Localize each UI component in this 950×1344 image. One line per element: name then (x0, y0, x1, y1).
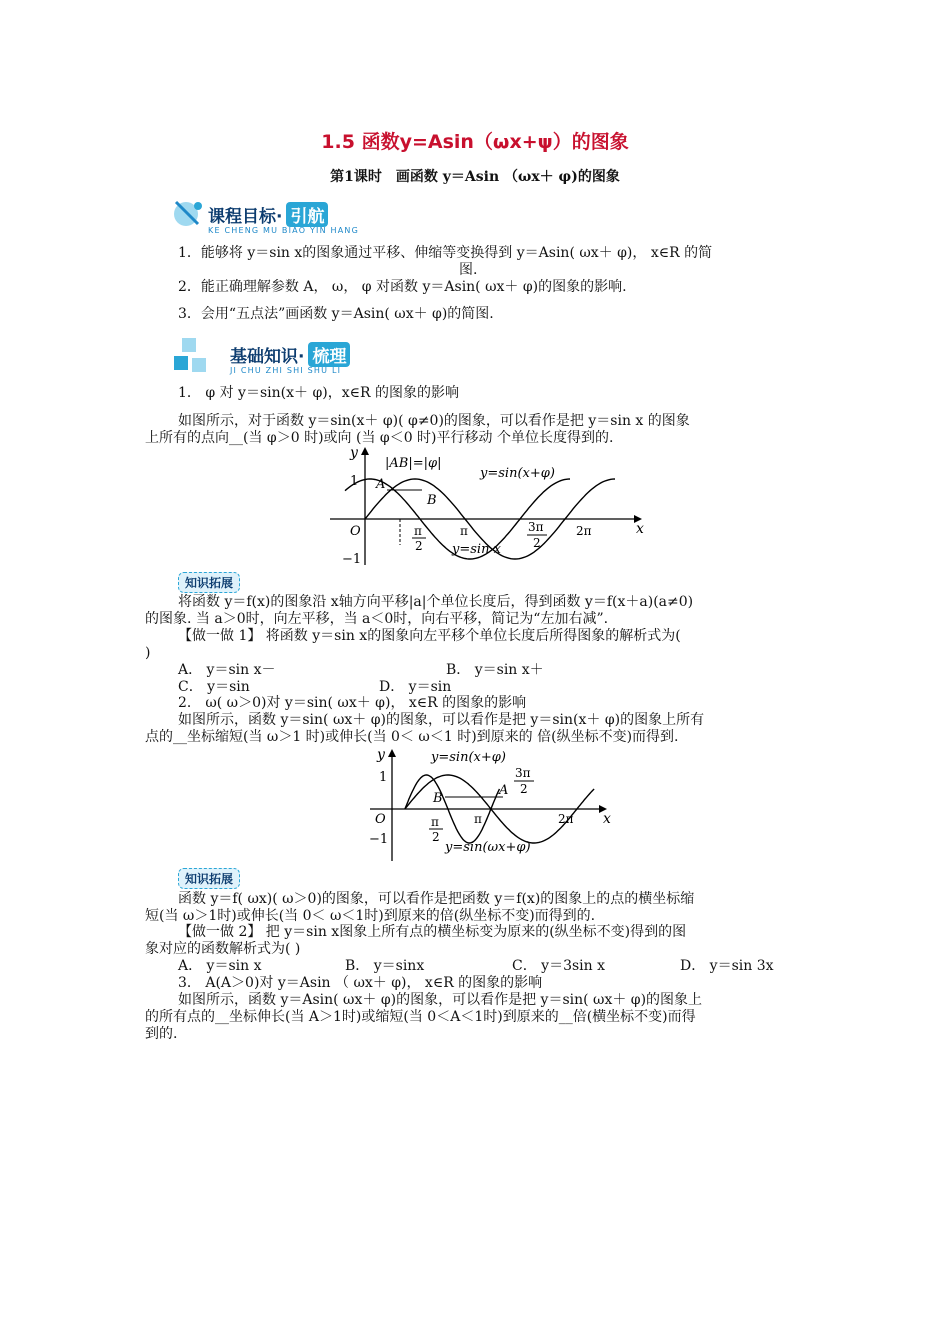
section-1-text-2: 上所有的点向__(当 φ＞0 时)或向 (当 φ＜0 时)平行移动 个单位长度得到的. (145, 430, 614, 446)
graph-phase-shift (330, 443, 660, 568)
extension-1-text-1: 将函数 y＝f(x)的图象沿 x轴方向平移|a|个单位长度后，得到函数 y＝f(x＋a)(a≠0) (178, 594, 694, 610)
exercise-1-option-c[interactable]: C． y＝sin (178, 679, 250, 695)
point-a-label: A (499, 783, 509, 798)
extension-2-text-1: 函数 y＝f( ωx)( ω＞0)的图象，可以看作是把函数 y＝f(x)的图象上的点的横坐标缩 (178, 891, 695, 907)
exercise-1-question: 【做一做 1】 将函数 y＝sin x的图象向左平移个单位长度后所得图象的解析式为( (178, 628, 681, 644)
section-2-text-2: 点的__坐标缩短(当 ω＞1 时)或伸长(当 0＜ ω＜1 时)到原来的 倍(纵坐标不变)而得到. (145, 729, 679, 745)
exercise-2-option-b[interactable]: B． y＝sinx (345, 958, 425, 974)
point-b-label: B (433, 791, 443, 806)
knowledge-extension-tag: 知识拓展 (178, 572, 240, 593)
tick-3pi-over-2-num: 3π (528, 520, 544, 534)
point-a-label: A (376, 477, 386, 492)
curve-label-phi: y=sin(x+φ) (431, 750, 506, 765)
tick-2pi: 2π (576, 524, 592, 538)
y-axis-arrow (361, 447, 369, 455)
exercise-2-option-d[interactable]: D． y＝sin 3x (680, 958, 774, 974)
tick-neg1: −1 (369, 832, 389, 847)
tick-1: 1 (379, 770, 388, 785)
section-3-text-2: 的所有点的__坐标伸长(当 A＞1时)或缩短(当 0＜A＜1时)到原来的__倍(横坐标不变)而得 (145, 1009, 696, 1025)
exercise-2-question: 【做一做 2】 把 y＝sin x图象上所有点的横坐标变为原来的(纵坐标不变)得到的图 (178, 924, 687, 940)
banner-title: 基础知识· (230, 347, 305, 367)
tick-pi: π (474, 812, 482, 826)
banner-highlight: 梳理 (308, 342, 350, 367)
tick-1: 1 (350, 474, 359, 489)
tick-pi: π (460, 524, 468, 538)
section-3-heading: 3． A(A＞0)对 y＝Asin （ ωx＋ φ)， x∈R 的图象的影响 (178, 975, 543, 991)
tick-3pi-over-2-num: 3π (515, 766, 531, 780)
course-goals-banner (172, 196, 392, 240)
ab-annotation: |AB|=|φ| (385, 456, 442, 471)
tick-pi-over-2-num: π (431, 815, 439, 829)
lesson-subtitle: 第1课时 画函数 y＝Asin （ωx＋ φ)的图象 (330, 169, 620, 185)
origin-label: O (350, 524, 361, 539)
banner-highlight: 引航 (286, 202, 328, 227)
x-label: x (603, 811, 611, 827)
goal-3: 3．会用“五点法”画函数 y＝Asin( ωx＋ φ)的简图. (178, 306, 494, 322)
y-axis-arrow (388, 749, 396, 757)
point-b-label: B (427, 493, 437, 508)
y-label: y (377, 747, 385, 763)
exercise-1-option-d[interactable]: D． y＝sin (379, 679, 452, 695)
goal-2: 2．能正确理解参数 A， ω， φ 对函数 y＝Asin( ωx＋ φ)的图象的影响. (178, 279, 627, 295)
section-3-text-3: 到的. (145, 1026, 178, 1042)
abc-blocks-icon (172, 336, 212, 380)
exercise-1-option-b[interactable]: B． y＝sin x＋ (446, 662, 544, 678)
origin-label: O (375, 812, 386, 827)
exercise-1-question-cont: ) (145, 645, 151, 661)
section-1-heading: 1． φ 对 y＝sin(x＋ φ)，x∈R 的图象的影响 (178, 385, 459, 401)
curve-label-base: y=sin x (452, 542, 501, 557)
banner-title: 课程目标· (208, 207, 283, 227)
curve-label-omega: y=sin(ωx+φ) (445, 840, 531, 855)
extension-1-text-2: 的图象. 当 a＞0时，向左平移，当 a＜0时，向右平移，简记为“左加右减”. (145, 611, 609, 627)
y-label: y (350, 445, 358, 461)
extension-2-text-2: 短(当 ω＞1时)或伸长(当 0＜ ω＜1时)到原来的倍(纵坐标不变)而得到的. (145, 908, 596, 924)
tick-3pi-over-2-den: 2 (533, 536, 541, 550)
goal-1-cont: 图. (459, 262, 478, 278)
tick-pi-over-2-num: π (414, 524, 422, 538)
tick-neg1: −1 (342, 552, 362, 567)
tick-2pi: 2π (558, 812, 574, 826)
section-1-text-1: 如图所示，对于函数 y＝sin(x＋ φ)( φ≠0)的图象，可以看作是把 y＝sin x 的图象 (178, 413, 690, 429)
page-title: 1.5 函数y=Asin（ωx+ψ）的图象 (321, 131, 629, 153)
banner-subtitle: KE CHENG MU BIAO YIN HANG (208, 226, 359, 235)
section-3-text-1: 如图所示，函数 y＝Asin( ωx＋ φ)的图象，可以看作是把 y＝sin( ωx＋ φ)的图象上 (178, 992, 703, 1008)
x-label: x (636, 521, 644, 537)
tick-3pi-over-2-den: 2 (520, 782, 528, 796)
exercise-2-option-a[interactable]: A． y＝sin x (178, 958, 262, 974)
section-2-heading: 2． ω( ω＞0)对 y＝sin( ωx＋ φ)， x∈R 的图象的影响 (178, 695, 527, 711)
knowledge-extension-tag: 知识拓展 (178, 868, 240, 889)
section-2-text-1: 如图所示，函数 y＝sin( ωx＋ φ)的图象，可以看作是把 y＝sin(x＋ φ)的图象上所有 (178, 712, 705, 728)
graph-horizontal-scale (365, 745, 625, 863)
basic-knowledge-banner (172, 336, 402, 380)
satellite-icon (172, 196, 208, 236)
goal-1: 1．能够将 y＝sin x的图象通过平移、伸缩等变换得到 y＝Asin( ωx＋ φ)， x∈R 的简 (178, 245, 713, 261)
exercise-2-option-c[interactable]: C． y＝3sin x (512, 958, 606, 974)
exercise-2-question-cont: 象对应的函数解析式为( ) (145, 941, 301, 957)
tick-pi-over-2-den: 2 (432, 830, 440, 844)
curve-label-shift: y=sin(x+φ) (480, 466, 555, 481)
banner-subtitle: JI CHU ZHI SHI SHU LI (230, 366, 342, 375)
exercise-1-option-a[interactable]: A． y＝sin x－ (178, 662, 276, 678)
tick-pi-over-2-den: 2 (415, 539, 423, 553)
